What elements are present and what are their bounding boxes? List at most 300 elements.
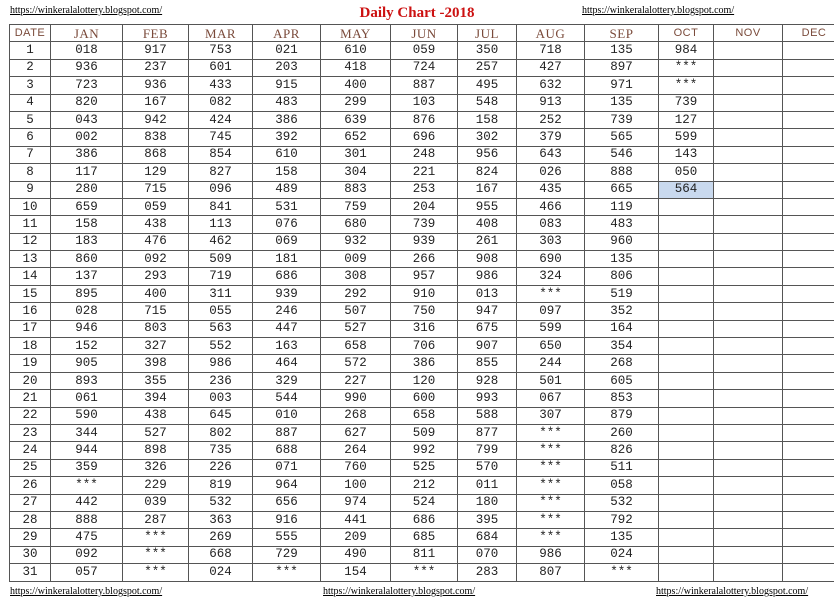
column-header: MAR xyxy=(189,25,253,42)
result-cell: 947 xyxy=(458,303,517,320)
result-cell: 868 xyxy=(123,146,189,163)
result-cell: 301 xyxy=(321,146,391,163)
result-cell: 183 xyxy=(51,233,123,250)
result-cell xyxy=(714,181,783,198)
result-cell: 127 xyxy=(659,111,714,128)
result-cell xyxy=(659,338,714,355)
result-cell: 855 xyxy=(458,355,517,372)
result-cell: 610 xyxy=(321,42,391,59)
result-cell: 639 xyxy=(321,111,391,128)
result-cell: 729 xyxy=(253,546,321,563)
result-cell: 024 xyxy=(189,564,253,581)
result-cell: 656 xyxy=(253,494,321,511)
result-cell: 355 xyxy=(123,372,189,389)
result-cell: 092 xyxy=(51,546,123,563)
result-cell: 237 xyxy=(123,59,189,76)
result-cell: 055 xyxy=(189,303,253,320)
result-cell: 750 xyxy=(391,303,458,320)
footer-link-left[interactable]: https://winkeralalottery.blogspot.com/ xyxy=(10,586,163,597)
result-cell: 135 xyxy=(585,251,659,268)
column-header: MAY xyxy=(321,25,391,42)
result-cell: 418 xyxy=(321,59,391,76)
result-cell: 527 xyxy=(123,424,189,441)
table-row xyxy=(10,477,834,494)
date-cell: 15 xyxy=(10,285,51,302)
result-cell: 204 xyxy=(391,198,458,215)
result-cell xyxy=(714,372,783,389)
result-cell xyxy=(714,268,783,285)
date-cell: 28 xyxy=(10,511,51,528)
date-cell: 5 xyxy=(10,111,51,128)
result-cell: 058 xyxy=(585,477,659,494)
table-row xyxy=(10,511,834,528)
result-cell: 441 xyxy=(321,511,391,528)
result-cell: 806 xyxy=(585,268,659,285)
result-cell: 739 xyxy=(391,216,458,233)
result-cell: 993 xyxy=(458,390,517,407)
column-header: DATE xyxy=(10,25,51,42)
result-cell: 495 xyxy=(458,77,517,94)
result-cell xyxy=(714,233,783,250)
result-cell: 807 xyxy=(517,564,585,581)
result-cell: 532 xyxy=(585,494,659,511)
result-cell xyxy=(714,42,783,59)
result-cell: 986 xyxy=(189,355,253,372)
result-cell xyxy=(783,94,834,111)
result-cell: 572 xyxy=(321,355,391,372)
result-cell xyxy=(783,216,834,233)
result-cell: 895 xyxy=(51,285,123,302)
footer-link-right[interactable]: https://winkeralalottery.blogspot.com/ xyxy=(656,586,809,597)
result-cell: 942 xyxy=(123,111,189,128)
result-cell: 811 xyxy=(391,546,458,563)
result-cell xyxy=(714,424,783,441)
footer-link-center[interactable]: https://winkeralalottery.blogspot.com/ xyxy=(323,586,476,597)
result-cell: 879 xyxy=(585,407,659,424)
result-cell: 760 xyxy=(321,459,391,476)
result-cell: 723 xyxy=(51,77,123,94)
result-cell: 059 xyxy=(391,42,458,59)
result-cell xyxy=(714,251,783,268)
result-cell xyxy=(659,546,714,563)
result-cell: 386 xyxy=(51,146,123,163)
result-cell: 877 xyxy=(458,424,517,441)
result-cell: 363 xyxy=(189,511,253,528)
table-row xyxy=(10,564,834,581)
result-cell xyxy=(714,285,783,302)
result-cell xyxy=(714,59,783,76)
result-cell xyxy=(714,477,783,494)
result-cell: 668 xyxy=(189,546,253,563)
result-cell: 299 xyxy=(321,94,391,111)
result-cell xyxy=(659,285,714,302)
result-cell: 326 xyxy=(123,459,189,476)
result-cell: 675 xyxy=(458,320,517,337)
result-cell: 599 xyxy=(659,129,714,146)
result-cell: 039 xyxy=(123,494,189,511)
result-cell xyxy=(783,494,834,511)
result-cell: 854 xyxy=(189,146,253,163)
result-cell: 226 xyxy=(189,459,253,476)
result-cell: 069 xyxy=(253,233,321,250)
result-cell: 433 xyxy=(189,77,253,94)
header-link-right[interactable]: https://winkeralalottery.blogspot.com/ xyxy=(582,5,735,16)
result-cell: 158 xyxy=(51,216,123,233)
result-cell: 462 xyxy=(189,233,253,250)
result-cell: 792 xyxy=(585,511,659,528)
table-row xyxy=(10,164,834,181)
result-cell xyxy=(714,459,783,476)
result-cell: 910 xyxy=(391,285,458,302)
table-row xyxy=(10,320,834,337)
result-cell: 386 xyxy=(253,111,321,128)
result-cell: 715 xyxy=(123,181,189,198)
result-cell: 268 xyxy=(321,407,391,424)
result-cell xyxy=(783,564,834,581)
result-cell: 096 xyxy=(189,181,253,198)
result-cell: 158 xyxy=(253,164,321,181)
result-cell: 984 xyxy=(659,42,714,59)
result-cell: 974 xyxy=(321,494,391,511)
result-cell: 532 xyxy=(189,494,253,511)
result-cell: 745 xyxy=(189,129,253,146)
result-cell: 946 xyxy=(51,320,123,337)
result-cell: 826 xyxy=(585,442,659,459)
result-cell: 466 xyxy=(517,198,585,215)
result-cell xyxy=(659,511,714,528)
result-cell xyxy=(659,529,714,546)
table-row xyxy=(10,407,834,424)
result-cell: 427 xyxy=(517,59,585,76)
result-cell xyxy=(783,111,834,128)
result-cell: 092 xyxy=(123,251,189,268)
column-header: JAN xyxy=(51,25,123,42)
result-cell: 229 xyxy=(123,477,189,494)
result-cell: 302 xyxy=(458,129,517,146)
result-cell: 759 xyxy=(321,198,391,215)
result-cell xyxy=(714,529,783,546)
table-row xyxy=(10,338,834,355)
result-cell: 599 xyxy=(517,320,585,337)
result-cell: 600 xyxy=(391,390,458,407)
result-cell: 464 xyxy=(253,355,321,372)
result-cell xyxy=(783,77,834,94)
result-cell: 590 xyxy=(51,407,123,424)
table-row xyxy=(10,442,834,459)
result-cell: *** xyxy=(517,529,585,546)
date-cell: 22 xyxy=(10,407,51,424)
date-cell: 7 xyxy=(10,146,51,163)
date-cell: 13 xyxy=(10,251,51,268)
result-cell: 525 xyxy=(391,459,458,476)
table-row xyxy=(10,268,834,285)
date-cell: 24 xyxy=(10,442,51,459)
result-cell xyxy=(714,94,783,111)
result-cell xyxy=(714,355,783,372)
result-cell: *** xyxy=(517,285,585,302)
result-cell xyxy=(783,529,834,546)
result-cell: 438 xyxy=(123,216,189,233)
result-cell: 627 xyxy=(321,424,391,441)
result-cell: *** xyxy=(123,546,189,563)
result-cell xyxy=(783,372,834,389)
result-cell: 476 xyxy=(123,233,189,250)
result-cell: 690 xyxy=(517,251,585,268)
table-row xyxy=(10,355,834,372)
result-cell xyxy=(714,511,783,528)
header xyxy=(0,0,834,24)
result-cell: 685 xyxy=(391,529,458,546)
result-cell: *** xyxy=(123,564,189,581)
result-cell: 928 xyxy=(458,372,517,389)
result-cell xyxy=(714,338,783,355)
result-cell xyxy=(714,198,783,215)
result-cell: 610 xyxy=(253,146,321,163)
result-cell: 059 xyxy=(123,198,189,215)
result-cell: 386 xyxy=(391,355,458,372)
result-cell: 645 xyxy=(189,407,253,424)
result-cell: 986 xyxy=(458,268,517,285)
table-row xyxy=(10,251,834,268)
result-cell xyxy=(659,320,714,337)
result-cell: 057 xyxy=(51,564,123,581)
result-cell: 164 xyxy=(585,320,659,337)
result-cell: 209 xyxy=(321,529,391,546)
result-cell: 018 xyxy=(51,42,123,59)
result-cell: 352 xyxy=(585,303,659,320)
result-cell: 244 xyxy=(517,355,585,372)
result-cell xyxy=(659,268,714,285)
result-cell: 137 xyxy=(51,268,123,285)
result-cell xyxy=(783,511,834,528)
result-cell xyxy=(783,546,834,563)
result-cell: 511 xyxy=(585,459,659,476)
table-row xyxy=(10,303,834,320)
result-cell: 329 xyxy=(253,372,321,389)
result-cell: 013 xyxy=(458,285,517,302)
result-cell: 799 xyxy=(458,442,517,459)
result-cell: 442 xyxy=(51,494,123,511)
result-cell: 253 xyxy=(391,181,458,198)
result-cell xyxy=(659,355,714,372)
result-cell: 392 xyxy=(253,129,321,146)
result-cell: 117 xyxy=(51,164,123,181)
result-cell: 696 xyxy=(391,129,458,146)
result-cell: 563 xyxy=(189,320,253,337)
date-cell: 11 xyxy=(10,216,51,233)
table-row xyxy=(10,529,834,546)
result-cell xyxy=(659,216,714,233)
result-cell xyxy=(783,146,834,163)
result-cell xyxy=(659,494,714,511)
result-cell: 860 xyxy=(51,251,123,268)
date-cell: 19 xyxy=(10,355,51,372)
result-cell: 824 xyxy=(458,164,517,181)
result-cell: 158 xyxy=(458,111,517,128)
result-cell xyxy=(714,564,783,581)
result-cell: 129 xyxy=(123,164,189,181)
table-row xyxy=(10,198,834,215)
result-cell: 143 xyxy=(659,146,714,163)
result-cell xyxy=(714,164,783,181)
result-cell: 964 xyxy=(253,477,321,494)
date-cell: 27 xyxy=(10,494,51,511)
result-cell xyxy=(783,42,834,59)
table-row xyxy=(10,233,834,250)
result-cell: 735 xyxy=(189,442,253,459)
result-cell xyxy=(783,390,834,407)
result-cell: 221 xyxy=(391,164,458,181)
table-row xyxy=(10,111,834,128)
result-cell: 435 xyxy=(517,181,585,198)
result-cell: 665 xyxy=(585,181,659,198)
result-cell: 546 xyxy=(585,146,659,163)
result-cell xyxy=(783,442,834,459)
result-cell xyxy=(714,129,783,146)
table-row xyxy=(10,459,834,476)
result-cell: 395 xyxy=(458,511,517,528)
result-cell: 971 xyxy=(585,77,659,94)
result-cell: 350 xyxy=(458,42,517,59)
table-row xyxy=(10,77,834,94)
result-cell: 024 xyxy=(585,546,659,563)
result-cell: 438 xyxy=(123,407,189,424)
result-cell: 260 xyxy=(585,424,659,441)
result-cell: 083 xyxy=(517,216,585,233)
result-cell: 548 xyxy=(458,94,517,111)
result-cell: 071 xyxy=(253,459,321,476)
header-link-left[interactable]: https://winkeralalottery.blogspot.com/ xyxy=(10,5,163,16)
result-cell: 531 xyxy=(253,198,321,215)
footer xyxy=(0,584,834,604)
result-cell: 916 xyxy=(253,511,321,528)
result-cell: 316 xyxy=(391,320,458,337)
result-cell xyxy=(783,303,834,320)
result-cell: 400 xyxy=(321,77,391,94)
result-cell: 939 xyxy=(391,233,458,250)
result-cell: 167 xyxy=(123,94,189,111)
result-cell: 820 xyxy=(51,94,123,111)
result-cell: 853 xyxy=(585,390,659,407)
result-cell xyxy=(714,303,783,320)
header-row xyxy=(10,25,834,42)
result-cell: *** xyxy=(659,77,714,94)
result-cell xyxy=(659,477,714,494)
result-cell: 992 xyxy=(391,442,458,459)
result-cell xyxy=(783,198,834,215)
result-cell: 311 xyxy=(189,285,253,302)
result-cell: 379 xyxy=(517,129,585,146)
table-row xyxy=(10,59,834,76)
result-cell: 719 xyxy=(189,268,253,285)
result-cell: 565 xyxy=(585,129,659,146)
result-cell: 269 xyxy=(189,529,253,546)
result-cell: 960 xyxy=(585,233,659,250)
result-cell: 838 xyxy=(123,129,189,146)
result-cell: 605 xyxy=(585,372,659,389)
result-cell: 932 xyxy=(321,233,391,250)
result-cell: 283 xyxy=(458,564,517,581)
result-cell: *** xyxy=(51,477,123,494)
result-cell xyxy=(659,459,714,476)
result-cell: 724 xyxy=(391,59,458,76)
date-cell: 14 xyxy=(10,268,51,285)
result-cell: 021 xyxy=(253,42,321,59)
result-cell: 475 xyxy=(51,529,123,546)
result-cell: 887 xyxy=(391,77,458,94)
result-cell xyxy=(783,320,834,337)
table-row xyxy=(10,129,834,146)
result-cell: 483 xyxy=(585,216,659,233)
table-row xyxy=(10,216,834,233)
result-cell: 489 xyxy=(253,181,321,198)
result-cell: 070 xyxy=(458,546,517,563)
result-cell: 119 xyxy=(585,198,659,215)
date-cell: 4 xyxy=(10,94,51,111)
result-cell: 684 xyxy=(458,529,517,546)
result-cell: 652 xyxy=(321,129,391,146)
result-cell: 509 xyxy=(391,424,458,441)
result-cell xyxy=(783,181,834,198)
result-cell: 706 xyxy=(391,338,458,355)
result-cell: 990 xyxy=(321,390,391,407)
result-cell xyxy=(783,129,834,146)
column-header: JUL xyxy=(458,25,517,42)
result-cell: 915 xyxy=(253,77,321,94)
result-cell xyxy=(714,442,783,459)
date-cell: 30 xyxy=(10,546,51,563)
result-cell: *** xyxy=(585,564,659,581)
result-cell: 268 xyxy=(585,355,659,372)
result-cell: 400 xyxy=(123,285,189,302)
result-cell xyxy=(659,251,714,268)
result-cell xyxy=(783,285,834,302)
result-cell: 570 xyxy=(458,459,517,476)
result-cell: 507 xyxy=(321,303,391,320)
result-cell: 113 xyxy=(189,216,253,233)
result-cell: 097 xyxy=(517,303,585,320)
result-cell: *** xyxy=(517,477,585,494)
result-cell: 003 xyxy=(189,390,253,407)
result-cell xyxy=(659,303,714,320)
result-cell: 955 xyxy=(458,198,517,215)
result-cell: 819 xyxy=(189,477,253,494)
result-cell: 519 xyxy=(585,285,659,302)
daily-chart-table xyxy=(9,24,834,582)
result-cell: 908 xyxy=(458,251,517,268)
result-cell: 043 xyxy=(51,111,123,128)
result-cell xyxy=(659,424,714,441)
result-cell: 154 xyxy=(321,564,391,581)
table-row xyxy=(10,546,834,563)
result-cell: 257 xyxy=(458,59,517,76)
column-header: OCT xyxy=(659,25,714,42)
table-row xyxy=(10,494,834,511)
date-cell: 16 xyxy=(10,303,51,320)
result-cell: 026 xyxy=(517,164,585,181)
result-cell xyxy=(659,442,714,459)
column-header: DEC xyxy=(783,25,834,42)
column-header: APR xyxy=(253,25,321,42)
result-cell xyxy=(659,407,714,424)
result-cell: 344 xyxy=(51,424,123,441)
result-cell: 936 xyxy=(123,77,189,94)
result-cell: 658 xyxy=(321,338,391,355)
date-cell: 12 xyxy=(10,233,51,250)
result-cell xyxy=(714,390,783,407)
result-cell: *** xyxy=(659,59,714,76)
result-cell: 303 xyxy=(517,233,585,250)
